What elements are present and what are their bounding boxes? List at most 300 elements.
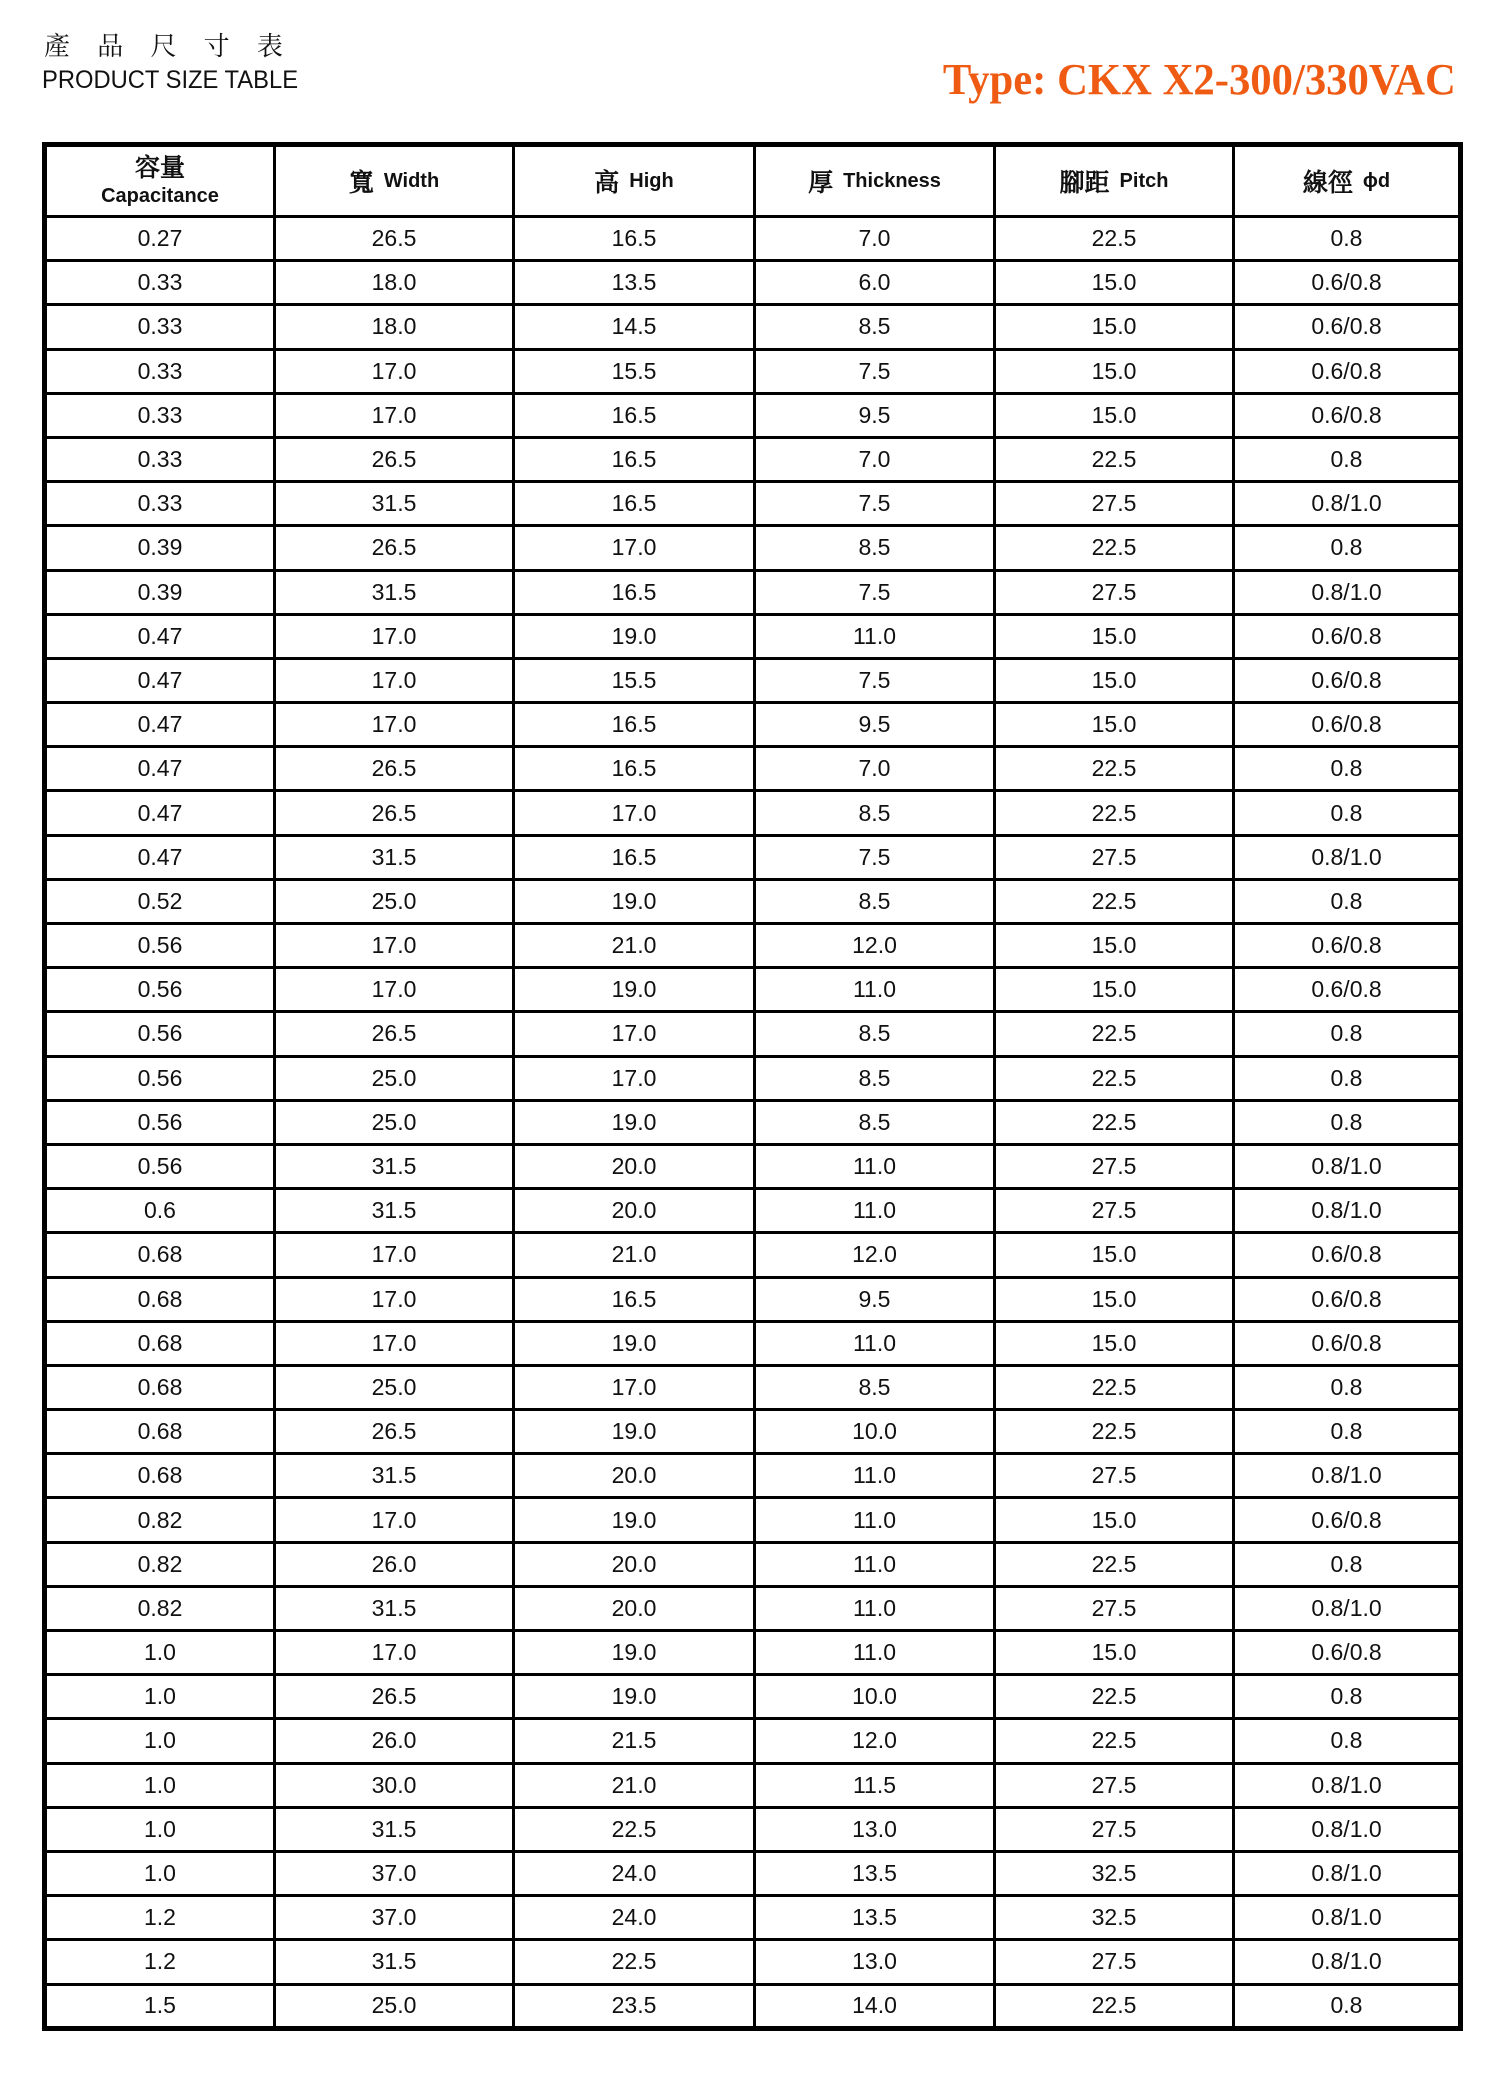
cell-pitch: 15.0 xyxy=(995,968,1234,1012)
cell-thickness: 6.0 xyxy=(755,261,995,305)
cell-high: 24.0 xyxy=(514,1851,755,1895)
col-header-thickness-zh: 厚 xyxy=(808,169,834,197)
cell-width: 17.0 xyxy=(275,1321,514,1365)
table-row xyxy=(45,835,1461,879)
cell-wire-diameter: 0.8 xyxy=(1234,1365,1461,1409)
cell-thickness: 11.0 xyxy=(755,1189,995,1233)
cell-wire-diameter: 0.8/1.0 xyxy=(1234,1763,1461,1807)
cell-capacitance: 0.68 xyxy=(45,1454,275,1498)
cell-capacitance: 1.0 xyxy=(45,1631,275,1675)
cell-capacitance: 0.82 xyxy=(45,1498,275,1542)
col-header-wire-diameter-zh: 線徑 xyxy=(1302,169,1353,197)
cell-capacitance: 0.68 xyxy=(45,1410,275,1454)
cell-capacitance: 0.56 xyxy=(45,1012,275,1056)
cell-pitch: 22.5 xyxy=(995,1719,1234,1763)
cell-thickness: 7.0 xyxy=(755,217,995,261)
cell-capacitance: 1.0 xyxy=(45,1763,275,1807)
cell-pitch: 15.0 xyxy=(995,1498,1234,1542)
cell-wire-diameter: 0.6/0.8 xyxy=(1234,1321,1461,1365)
cell-high: 16.5 xyxy=(514,437,755,481)
col-header-capacitance-en: Capacitance xyxy=(101,185,219,208)
col-header-width-en: Width xyxy=(383,169,440,192)
cell-high: 19.0 xyxy=(514,1498,755,1542)
cell-width: 17.0 xyxy=(275,968,514,1012)
cell-wire-diameter: 0.6/0.8 xyxy=(1234,1277,1461,1321)
table-row xyxy=(45,393,1461,437)
cell-width: 17.0 xyxy=(275,658,514,702)
cell-wire-diameter: 0.8/1.0 xyxy=(1234,1144,1461,1188)
cell-thickness: 7.0 xyxy=(755,437,995,481)
cell-pitch: 27.5 xyxy=(995,1586,1234,1630)
cell-capacitance: 0.33 xyxy=(45,305,275,349)
cell-width: 17.0 xyxy=(275,924,514,968)
cell-thickness: 11.0 xyxy=(755,1631,995,1675)
cell-thickness: 7.5 xyxy=(755,349,995,393)
cell-wire-diameter: 0.8 xyxy=(1234,791,1461,835)
cell-thickness: 8.5 xyxy=(755,526,995,570)
table-row xyxy=(45,1277,1461,1321)
table-row xyxy=(45,1940,1461,1984)
cell-high: 16.5 xyxy=(514,570,755,614)
cell-capacitance: 0.47 xyxy=(45,703,275,747)
table-row xyxy=(45,261,1461,305)
table-row xyxy=(45,1189,1461,1233)
cell-pitch: 22.5 xyxy=(995,791,1234,835)
cell-capacitance: 0.56 xyxy=(45,924,275,968)
cell-thickness: 12.0 xyxy=(755,1719,995,1763)
cell-width: 30.0 xyxy=(275,1763,514,1807)
cell-width: 31.5 xyxy=(275,1807,514,1851)
cell-wire-diameter: 0.8/1.0 xyxy=(1234,835,1461,879)
cell-wire-diameter: 0.8 xyxy=(1234,437,1461,481)
col-header-width-zh: 寬 xyxy=(348,169,374,197)
cell-wire-diameter: 0.8 xyxy=(1234,1012,1461,1056)
cell-pitch: 15.0 xyxy=(995,703,1234,747)
table-row xyxy=(45,614,1461,658)
cell-width: 26.0 xyxy=(275,1542,514,1586)
cell-pitch: 22.5 xyxy=(995,1542,1234,1586)
cell-thickness: 7.5 xyxy=(755,482,995,526)
cell-thickness: 11.0 xyxy=(755,968,995,1012)
cell-thickness: 7.5 xyxy=(755,658,995,702)
table-row xyxy=(45,1410,1461,1454)
col-header-capacitance xyxy=(45,145,275,217)
cell-wire-diameter: 0.6/0.8 xyxy=(1234,658,1461,702)
col-header-thickness-en: Thickness xyxy=(843,169,941,192)
cell-high: 20.0 xyxy=(514,1144,755,1188)
cell-thickness: 8.5 xyxy=(755,791,995,835)
cell-thickness: 9.5 xyxy=(755,393,995,437)
cell-pitch: 22.5 xyxy=(995,1056,1234,1100)
cell-width: 17.0 xyxy=(275,349,514,393)
table-row xyxy=(45,1675,1461,1719)
cell-high: 19.0 xyxy=(514,614,755,658)
cell-high: 16.5 xyxy=(514,217,755,261)
cell-capacitance: 0.68 xyxy=(45,1321,275,1365)
col-header-pitch-en: Pitch xyxy=(1119,169,1169,192)
cell-thickness: 10.0 xyxy=(755,1675,995,1719)
cell-thickness: 8.5 xyxy=(755,1100,995,1144)
cell-wire-diameter: 0.6/0.8 xyxy=(1234,349,1461,393)
cell-width: 31.5 xyxy=(275,482,514,526)
cell-wire-diameter: 0.8/1.0 xyxy=(1234,1807,1461,1851)
cell-pitch: 15.0 xyxy=(995,1277,1234,1321)
cell-wire-diameter: 0.8 xyxy=(1234,1100,1461,1144)
cell-wire-diameter: 0.8/1.0 xyxy=(1234,1454,1461,1498)
cell-width: 25.0 xyxy=(275,1056,514,1100)
cell-capacitance: 1.2 xyxy=(45,1940,275,1984)
cell-wire-diameter: 0.8 xyxy=(1234,1542,1461,1586)
cell-thickness: 8.5 xyxy=(755,1012,995,1056)
cell-capacitance: 0.68 xyxy=(45,1365,275,1409)
table-row xyxy=(45,526,1461,570)
table-row xyxy=(45,1542,1461,1586)
cell-width: 17.0 xyxy=(275,1498,514,1542)
cell-width: 26.5 xyxy=(275,217,514,261)
col-header-wire-diameter xyxy=(1234,145,1461,217)
cell-high: 21.0 xyxy=(514,924,755,968)
cell-wire-diameter: 0.6/0.8 xyxy=(1234,703,1461,747)
table-row xyxy=(45,879,1461,923)
cell-thickness: 13.5 xyxy=(755,1896,995,1940)
cell-pitch: 22.5 xyxy=(995,217,1234,261)
cell-width: 17.0 xyxy=(275,1277,514,1321)
cell-capacitance: 0.82 xyxy=(45,1542,275,1586)
cell-wire-diameter: 0.8 xyxy=(1234,526,1461,570)
cell-high: 19.0 xyxy=(514,968,755,1012)
cell-capacitance: 1.0 xyxy=(45,1807,275,1851)
table-row xyxy=(45,924,1461,968)
cell-wire-diameter: 0.8 xyxy=(1234,1410,1461,1454)
cell-capacitance: 0.52 xyxy=(45,879,275,923)
cell-capacitance: 0.56 xyxy=(45,1144,275,1188)
cell-width: 31.5 xyxy=(275,1586,514,1630)
cell-high: 17.0 xyxy=(514,1056,755,1100)
cell-high: 16.5 xyxy=(514,747,755,791)
cell-pitch: 22.5 xyxy=(995,1984,1234,2028)
cell-wire-diameter: 0.6/0.8 xyxy=(1234,1498,1461,1542)
cell-thickness: 11.5 xyxy=(755,1763,995,1807)
cell-capacitance: 1.0 xyxy=(45,1719,275,1763)
cell-pitch: 15.0 xyxy=(995,1631,1234,1675)
cell-width: 31.5 xyxy=(275,1189,514,1233)
cell-width: 17.0 xyxy=(275,1233,514,1277)
cell-pitch: 22.5 xyxy=(995,747,1234,791)
table-row xyxy=(45,1454,1461,1498)
cell-thickness: 11.0 xyxy=(755,1454,995,1498)
cell-pitch: 32.5 xyxy=(995,1896,1234,1940)
cell-capacitance: 0.47 xyxy=(45,658,275,702)
cell-width: 25.0 xyxy=(275,1365,514,1409)
table-row xyxy=(45,1365,1461,1409)
cell-capacitance: 0.56 xyxy=(45,1100,275,1144)
cell-high: 16.5 xyxy=(514,703,755,747)
cell-thickness: 12.0 xyxy=(755,924,995,968)
cell-width: 26.0 xyxy=(275,1719,514,1763)
cell-high: 22.5 xyxy=(514,1940,755,1984)
cell-high: 17.0 xyxy=(514,1365,755,1409)
cell-pitch: 15.0 xyxy=(995,1321,1234,1365)
cell-wire-diameter: 0.8 xyxy=(1234,1984,1461,2028)
table-row xyxy=(45,1321,1461,1365)
cell-pitch: 27.5 xyxy=(995,1189,1234,1233)
cell-pitch: 15.0 xyxy=(995,924,1234,968)
cell-wire-diameter: 0.8 xyxy=(1234,217,1461,261)
table-row xyxy=(45,1233,1461,1277)
cell-pitch: 15.0 xyxy=(995,614,1234,658)
table-row xyxy=(45,968,1461,1012)
cell-capacitance: 0.47 xyxy=(45,747,275,791)
cell-high: 21.0 xyxy=(514,1233,755,1277)
table-row xyxy=(45,703,1461,747)
cell-thickness: 11.0 xyxy=(755,1586,995,1630)
cell-pitch: 27.5 xyxy=(995,1940,1234,1984)
cell-width: 26.5 xyxy=(275,747,514,791)
cell-pitch: 27.5 xyxy=(995,1763,1234,1807)
cell-high: 22.5 xyxy=(514,1807,755,1851)
table-row xyxy=(45,1056,1461,1100)
cell-capacitance: 0.39 xyxy=(45,570,275,614)
cell-width: 18.0 xyxy=(275,261,514,305)
cell-high: 19.0 xyxy=(514,1410,755,1454)
cell-high: 20.0 xyxy=(514,1586,755,1630)
cell-thickness: 9.5 xyxy=(755,1277,995,1321)
cell-width: 25.0 xyxy=(275,1100,514,1144)
cell-thickness: 8.5 xyxy=(755,1365,995,1409)
table-row xyxy=(45,1763,1461,1807)
table-row xyxy=(45,1631,1461,1675)
cell-pitch: 32.5 xyxy=(995,1851,1234,1895)
cell-thickness: 11.0 xyxy=(755,1542,995,1586)
cell-high: 19.0 xyxy=(514,1675,755,1719)
col-header-capacitance-zh: 容量 xyxy=(134,153,185,182)
cell-high: 14.5 xyxy=(514,305,755,349)
cell-capacitance: 0.68 xyxy=(45,1233,275,1277)
table-row xyxy=(45,1100,1461,1144)
table-row xyxy=(45,1984,1461,2028)
cell-thickness: 10.0 xyxy=(755,1410,995,1454)
cell-wire-diameter: 0.8 xyxy=(1234,879,1461,923)
cell-wire-diameter: 0.8/1.0 xyxy=(1234,570,1461,614)
cell-width: 26.5 xyxy=(275,1410,514,1454)
cell-capacitance: 0.47 xyxy=(45,791,275,835)
cell-thickness: 8.5 xyxy=(755,879,995,923)
table-row xyxy=(45,1012,1461,1056)
cell-capacitance: 1.2 xyxy=(45,1896,275,1940)
cell-wire-diameter: 0.6/0.8 xyxy=(1234,924,1461,968)
cell-high: 15.5 xyxy=(514,658,755,702)
cell-high: 19.0 xyxy=(514,1100,755,1144)
cell-width: 31.5 xyxy=(275,1940,514,1984)
cell-capacitance: 1.0 xyxy=(45,1851,275,1895)
cell-pitch: 27.5 xyxy=(995,1807,1234,1851)
col-header-thickness xyxy=(755,145,995,217)
cell-pitch: 15.0 xyxy=(995,261,1234,305)
cell-thickness: 9.5 xyxy=(755,703,995,747)
cell-capacitance: 0.47 xyxy=(45,835,275,879)
cell-high: 19.0 xyxy=(514,1321,755,1365)
cell-width: 25.0 xyxy=(275,1984,514,2028)
cell-thickness: 7.5 xyxy=(755,570,995,614)
type-label: Type: CKX X2-300/330VAC xyxy=(943,55,1456,104)
table-row xyxy=(45,1586,1461,1630)
table-row xyxy=(45,1896,1461,1940)
cell-high: 19.0 xyxy=(514,879,755,923)
cell-width: 26.5 xyxy=(275,1675,514,1719)
cell-capacitance: 0.27 xyxy=(45,217,275,261)
cell-pitch: 22.5 xyxy=(995,1675,1234,1719)
cell-thickness: 8.5 xyxy=(755,1056,995,1100)
cell-wire-diameter: 0.8 xyxy=(1234,1719,1461,1763)
cell-high: 17.0 xyxy=(514,1012,755,1056)
cell-width: 31.5 xyxy=(275,570,514,614)
table-row xyxy=(45,747,1461,791)
cell-capacitance: 0.33 xyxy=(45,437,275,481)
table-row xyxy=(45,791,1461,835)
table-row xyxy=(45,1851,1461,1895)
cell-pitch: 22.5 xyxy=(995,1410,1234,1454)
cell-width: 26.5 xyxy=(275,437,514,481)
col-header-width xyxy=(275,145,514,217)
cell-capacitance: 0.56 xyxy=(45,1056,275,1100)
cell-width: 37.0 xyxy=(275,1851,514,1895)
cell-pitch: 22.5 xyxy=(995,437,1234,481)
cell-pitch: 27.5 xyxy=(995,1454,1234,1498)
cell-wire-diameter: 0.8 xyxy=(1234,1056,1461,1100)
cell-pitch: 15.0 xyxy=(995,658,1234,702)
cell-capacitance: 1.5 xyxy=(45,1984,275,2028)
cell-thickness: 7.0 xyxy=(755,747,995,791)
cell-high: 20.0 xyxy=(514,1454,755,1498)
cell-high: 20.0 xyxy=(514,1189,755,1233)
cell-high: 16.5 xyxy=(514,1277,755,1321)
table-row xyxy=(45,482,1461,526)
cell-capacitance: 0.6 xyxy=(45,1189,275,1233)
cell-high: 17.0 xyxy=(514,526,755,570)
col-header-pitch xyxy=(995,145,1234,217)
cell-pitch: 27.5 xyxy=(995,835,1234,879)
product-size-table xyxy=(42,142,1463,2031)
table-row xyxy=(45,1144,1461,1188)
cell-wire-diameter: 0.6/0.8 xyxy=(1234,1631,1461,1675)
cell-thickness: 13.0 xyxy=(755,1807,995,1851)
cell-width: 26.5 xyxy=(275,1012,514,1056)
cell-width: 37.0 xyxy=(275,1896,514,1940)
cell-thickness: 7.5 xyxy=(755,835,995,879)
cell-wire-diameter: 0.6/0.8 xyxy=(1234,261,1461,305)
cell-pitch: 27.5 xyxy=(995,482,1234,526)
cell-wire-diameter: 0.6/0.8 xyxy=(1234,614,1461,658)
cell-pitch: 27.5 xyxy=(995,570,1234,614)
col-header-wire-diameter-en: ϕd xyxy=(1362,169,1391,192)
cell-high: 16.5 xyxy=(514,393,755,437)
cell-high: 19.0 xyxy=(514,1631,755,1675)
cell-thickness: 12.0 xyxy=(755,1233,995,1277)
cell-wire-diameter: 0.8/1.0 xyxy=(1234,1189,1461,1233)
cell-capacitance: 0.33 xyxy=(45,482,275,526)
cell-pitch: 22.5 xyxy=(995,1365,1234,1409)
table-row xyxy=(45,1498,1461,1542)
cell-wire-diameter: 0.8/1.0 xyxy=(1234,482,1461,526)
cell-thickness: 8.5 xyxy=(755,305,995,349)
cell-width: 26.5 xyxy=(275,526,514,570)
cell-width: 17.0 xyxy=(275,393,514,437)
cell-pitch: 22.5 xyxy=(995,1012,1234,1056)
header-row xyxy=(45,145,1461,217)
cell-wire-diameter: 0.8/1.0 xyxy=(1234,1586,1461,1630)
col-header-high-zh: 高 xyxy=(594,169,620,197)
col-header-high xyxy=(514,145,755,217)
table-row xyxy=(45,217,1461,261)
cell-high: 16.5 xyxy=(514,482,755,526)
cell-thickness: 11.0 xyxy=(755,1498,995,1542)
cell-capacitance: 0.68 xyxy=(45,1277,275,1321)
cell-pitch: 15.0 xyxy=(995,349,1234,393)
cell-capacitance: 0.39 xyxy=(45,526,275,570)
cell-thickness: 11.0 xyxy=(755,1321,995,1365)
table-row xyxy=(45,1807,1461,1851)
cell-capacitance: 0.33 xyxy=(45,261,275,305)
cell-pitch: 22.5 xyxy=(995,879,1234,923)
cell-width: 17.0 xyxy=(275,614,514,658)
cell-high: 24.0 xyxy=(514,1896,755,1940)
cell-high: 13.5 xyxy=(514,261,755,305)
cell-capacitance: 0.33 xyxy=(45,349,275,393)
cell-thickness: 13.5 xyxy=(755,1851,995,1895)
table-body xyxy=(45,217,1461,2029)
cell-high: 21.5 xyxy=(514,1719,755,1763)
table-row xyxy=(45,437,1461,481)
cell-width: 31.5 xyxy=(275,835,514,879)
cell-pitch: 22.5 xyxy=(995,526,1234,570)
cell-width: 17.0 xyxy=(275,1631,514,1675)
page-title-en: PRODUCT SIZE TABLE xyxy=(42,66,299,94)
page-title-zh: 產 品 尺 寸 表 xyxy=(44,31,293,61)
table-row xyxy=(45,1719,1461,1763)
table-row xyxy=(45,658,1461,702)
cell-pitch: 27.5 xyxy=(995,1144,1234,1188)
cell-high: 15.5 xyxy=(514,349,755,393)
cell-thickness: 11.0 xyxy=(755,614,995,658)
cell-wire-diameter: 0.6/0.8 xyxy=(1234,393,1461,437)
cell-width: 17.0 xyxy=(275,703,514,747)
table-row xyxy=(45,305,1461,349)
cell-capacitance: 0.33 xyxy=(45,393,275,437)
cell-pitch: 15.0 xyxy=(995,1233,1234,1277)
cell-width: 31.5 xyxy=(275,1144,514,1188)
table-row xyxy=(45,570,1461,614)
cell-thickness: 13.0 xyxy=(755,1940,995,1984)
cell-wire-diameter: 0.6/0.8 xyxy=(1234,305,1461,349)
cell-wire-diameter: 0.8/1.0 xyxy=(1234,1896,1461,1940)
cell-high: 20.0 xyxy=(514,1542,755,1586)
cell-high: 16.5 xyxy=(514,835,755,879)
cell-capacitance: 1.0 xyxy=(45,1675,275,1719)
cell-thickness: 14.0 xyxy=(755,1984,995,2028)
cell-pitch: 15.0 xyxy=(995,305,1234,349)
cell-high: 23.5 xyxy=(514,1984,755,2028)
cell-width: 25.0 xyxy=(275,879,514,923)
cell-pitch: 22.5 xyxy=(995,1100,1234,1144)
cell-wire-diameter: 0.8 xyxy=(1234,1675,1461,1719)
cell-wire-diameter: 0.6/0.8 xyxy=(1234,968,1461,1012)
cell-width: 26.5 xyxy=(275,791,514,835)
cell-wire-diameter: 0.6/0.8 xyxy=(1234,1233,1461,1277)
cell-wire-diameter: 0.8 xyxy=(1234,747,1461,791)
cell-thickness: 11.0 xyxy=(755,1144,995,1188)
cell-wire-diameter: 0.8/1.0 xyxy=(1234,1851,1461,1895)
col-header-high-en: High xyxy=(629,169,674,192)
